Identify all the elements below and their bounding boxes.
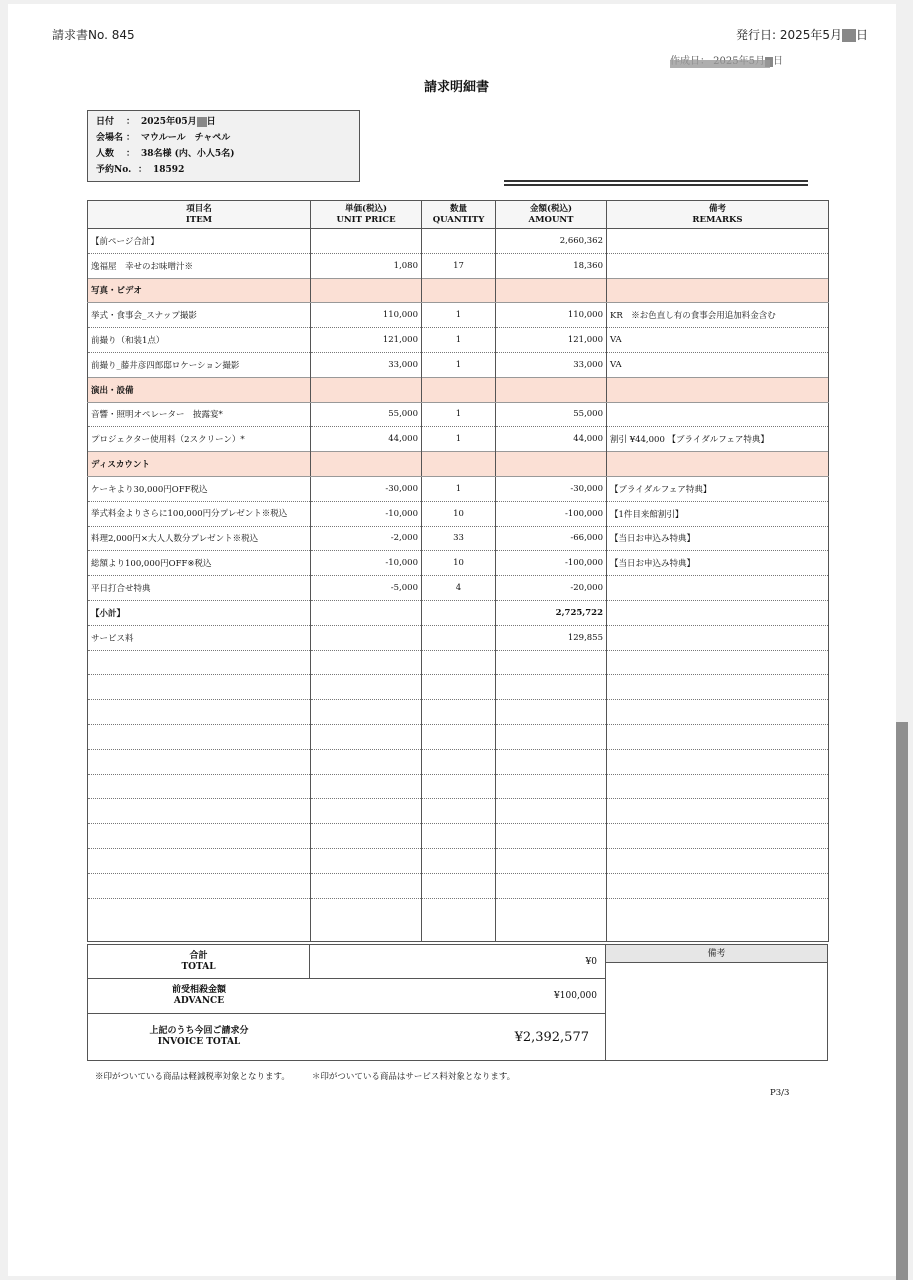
scrollbar[interactable] — [896, 722, 908, 1280]
redaction-block — [197, 117, 207, 127]
unit-price-cell — [311, 625, 422, 650]
quantity-cell: 1 — [422, 303, 496, 328]
table-row — [88, 625, 829, 650]
amount-cell: -20,000 — [496, 576, 607, 601]
empty-cell — [88, 873, 311, 898]
column-header-ja: 数量 — [449, 203, 467, 214]
double-rule — [504, 180, 808, 186]
amount-cell: 110,000 — [496, 303, 607, 328]
table-row — [88, 476, 829, 501]
amount-cell: 55,000 — [496, 402, 607, 427]
info-row — [96, 114, 351, 130]
item-cell: ディスカウント — [88, 452, 311, 477]
quantity-cell — [422, 452, 496, 477]
quantity-cell: 1 — [422, 476, 496, 501]
column-header-en: QUANTITY — [432, 214, 485, 225]
item-cell: 写真・ビデオ — [88, 278, 311, 303]
empty-cell — [422, 675, 496, 700]
table-row — [88, 576, 829, 601]
item-cell: ケーキより30,000円OFF税込 — [88, 476, 311, 501]
empty-cell — [311, 749, 422, 774]
info-suffix: 日 — [206, 117, 216, 127]
info-value: マウルール チャペル — [141, 133, 231, 143]
empty-cell — [311, 774, 422, 799]
empty-cell — [422, 650, 496, 675]
empty-cell — [422, 848, 496, 873]
amount-cell — [496, 452, 607, 477]
empty-cell — [88, 774, 311, 799]
remarks-cell: KR ※お色直し有の食事会用追加料金含む — [607, 303, 829, 328]
column-header-ja: 備考 — [708, 203, 726, 214]
amount-cell — [496, 278, 607, 303]
empty-cell — [88, 749, 311, 774]
unit-price-cell — [311, 452, 422, 477]
item-cell: プロジェクター使用料（2スクリーン）* — [88, 427, 311, 452]
remarks-cell — [607, 278, 829, 303]
item-cell: 挙式料金よりさらに100,000円分プレゼント※税込 — [88, 501, 311, 526]
empty-cell — [607, 724, 829, 749]
remarks-box — [606, 944, 828, 1061]
amount-cell: 129,855 — [496, 625, 607, 650]
empty-cell — [496, 848, 607, 873]
empty-cell — [607, 650, 829, 675]
unit-price-cell: -10,000 — [311, 551, 422, 576]
table-row — [88, 501, 829, 526]
column-header — [496, 201, 607, 229]
unit-price-cell: 110,000 — [311, 303, 422, 328]
empty-cell — [496, 774, 607, 799]
advance-value: ¥100,000 — [554, 991, 597, 1001]
empty-row — [88, 824, 829, 849]
empty-row — [88, 774, 829, 799]
items-table — [87, 200, 829, 942]
unit-price-cell: 1,080 — [311, 253, 422, 278]
amount-cell: -30,000 — [496, 476, 607, 501]
empty-cell — [311, 724, 422, 749]
item-cell: 総額より100,000円OFF※税込 — [88, 551, 311, 576]
quantity-cell — [422, 625, 496, 650]
empty-cell — [607, 675, 829, 700]
remarks-header: 備考 — [606, 945, 827, 963]
info-value: 18592 — [153, 165, 185, 175]
empty-cell — [422, 898, 496, 941]
table-row — [88, 526, 829, 551]
item-cell: 平日打合せ特典 — [88, 576, 311, 601]
empty-cell — [311, 799, 422, 824]
empty-cell — [496, 873, 607, 898]
advance-row — [87, 979, 606, 1014]
unit-price-cell: -2,000 — [311, 526, 422, 551]
quantity-cell — [422, 600, 496, 625]
table-row — [88, 303, 829, 328]
unit-price-cell: 121,000 — [311, 328, 422, 353]
item-cell: 挙式・食事会_スナップ撮影 — [88, 303, 311, 328]
info-label: 人数 — [96, 149, 115, 159]
quantity-cell: 10 — [422, 551, 496, 576]
unit-price-cell — [311, 278, 422, 303]
amount-cell: -100,000 — [496, 551, 607, 576]
table-row — [88, 229, 829, 254]
empty-cell — [496, 724, 607, 749]
empty-row — [88, 650, 829, 675]
unit-price-cell: -10,000 — [311, 501, 422, 526]
table-header-row — [88, 201, 829, 229]
quantity-cell: 33 — [422, 526, 496, 551]
table-row — [88, 427, 829, 452]
empty-cell — [496, 749, 607, 774]
section-row — [88, 278, 829, 303]
remarks-cell — [607, 625, 829, 650]
empty-cell — [496, 700, 607, 725]
amount-cell: 2,660,362 — [496, 229, 607, 254]
remarks-cell: 【ブライダルフェア特典】 — [607, 476, 829, 501]
table-row — [88, 328, 829, 353]
remarks-cell: 【当日お申込み特典】 — [607, 551, 829, 576]
empty-row — [88, 675, 829, 700]
column-header-en: UNIT PRICE — [336, 214, 396, 225]
section-row — [88, 452, 829, 477]
item-cell: 演出・設備 — [88, 377, 311, 402]
remarks-cell — [607, 229, 829, 254]
empty-row — [88, 749, 829, 774]
unit-price-cell — [311, 377, 422, 402]
column-header-en: ITEM — [185, 214, 213, 225]
info-sep: ： — [126, 149, 136, 159]
column-header — [311, 201, 422, 229]
total-label: 合計 TOTAL — [88, 945, 310, 978]
table-row — [88, 600, 829, 625]
info-row — [96, 130, 351, 146]
reservation-info — [87, 110, 360, 182]
amount-cell — [496, 377, 607, 402]
empty-cell — [88, 898, 311, 941]
empty-cell — [422, 799, 496, 824]
empty-cell — [88, 650, 311, 675]
empty-cell — [311, 898, 422, 941]
amount-cell: 121,000 — [496, 328, 607, 353]
empty-cell — [88, 799, 311, 824]
empty-cell — [311, 650, 422, 675]
empty-cell — [311, 824, 422, 849]
item-cell: 前撮り_藤井彦四郎邸ロケーション撮影 — [88, 352, 311, 377]
empty-cell — [422, 724, 496, 749]
table-row — [88, 253, 829, 278]
info-row — [96, 146, 351, 162]
empty-row — [88, 799, 829, 824]
empty-row — [88, 724, 829, 749]
invoice-total-label: 上記のうち今回ご請求分 INVOICE TOTAL — [149, 1026, 249, 1047]
empty-cell — [311, 700, 422, 725]
column-header-en: AMOUNT — [528, 214, 574, 225]
empty-row — [88, 700, 829, 725]
issue-date: 発行日: 2025年5月 日 — [736, 28, 869, 42]
empty-cell — [311, 675, 422, 700]
item-cell: 音響・照明オペレーター 披露宴* — [88, 402, 311, 427]
item-cell: 【小計】 — [88, 600, 311, 625]
table-row — [88, 551, 829, 576]
remarks-cell: VA — [607, 352, 829, 377]
empty-cell — [607, 774, 829, 799]
empty-cell — [496, 650, 607, 675]
empty-cell — [311, 848, 422, 873]
empty-cell — [422, 774, 496, 799]
empty-cell — [607, 824, 829, 849]
remarks-cell: 割引 ¥44,000 【ブライダルフェア特典】 — [607, 427, 829, 452]
quantity-cell: 1 — [422, 328, 496, 353]
info-value: 2025年05月 — [141, 117, 197, 127]
empty-cell — [496, 824, 607, 849]
quantity-cell — [422, 377, 496, 402]
column-header — [607, 201, 829, 229]
unit-price-cell: -30,000 — [311, 476, 422, 501]
info-sep: ： — [138, 165, 148, 175]
quantity-cell: 17 — [422, 253, 496, 278]
quantity-cell: 1 — [422, 402, 496, 427]
column-header-ja: 金額(税込) — [529, 203, 573, 214]
redaction-block — [842, 29, 856, 42]
invoice-number: 請求書No. 845 — [52, 28, 135, 42]
remarks-cell — [607, 452, 829, 477]
unit-price-cell — [311, 600, 422, 625]
amount-cell: 2,725,722 — [496, 600, 607, 625]
item-cell: サービス料 — [88, 625, 311, 650]
empty-cell — [607, 799, 829, 824]
column-header — [88, 201, 311, 229]
empty-cell — [88, 824, 311, 849]
empty-cell — [88, 675, 311, 700]
quantity-cell: 1 — [422, 352, 496, 377]
unit-price-cell: -5,000 — [311, 576, 422, 601]
page-title: 請求明細書 — [423, 80, 489, 95]
table-row — [88, 352, 829, 377]
quantity-cell: 4 — [422, 576, 496, 601]
redaction-bar — [670, 60, 770, 68]
remarks-cell: 【1件目来館割引】 — [607, 501, 829, 526]
quantity-cell: 10 — [422, 501, 496, 526]
empty-cell — [422, 749, 496, 774]
amount-cell: 44,000 — [496, 427, 607, 452]
empty-cell — [88, 848, 311, 873]
empty-cell — [311, 873, 422, 898]
info-label: 会場名 — [96, 133, 124, 143]
amount-cell: 33,000 — [496, 352, 607, 377]
empty-row — [88, 873, 829, 898]
item-cell: 【前ページ合計】 — [88, 229, 311, 254]
empty-cell — [607, 873, 829, 898]
column-header-ja: 項目名 — [186, 203, 212, 214]
remarks-cell — [607, 253, 829, 278]
empty-row — [88, 898, 829, 941]
item-cell: 逸福屋 幸せのお味噌汁※ — [88, 253, 311, 278]
empty-cell — [607, 749, 829, 774]
empty-cell — [607, 700, 829, 725]
amount-cell: 18,360 — [496, 253, 607, 278]
invoice-total-row — [87, 1014, 606, 1061]
amount-cell: -100,000 — [496, 501, 607, 526]
info-row — [96, 162, 351, 178]
empty-row — [88, 848, 829, 873]
empty-cell — [496, 898, 607, 941]
column-header-ja: 単価(税込) — [344, 203, 388, 214]
unit-price-cell — [311, 229, 422, 254]
footnotes — [95, 1070, 515, 1082]
quantity-cell — [422, 278, 496, 303]
remarks-cell: VA — [607, 328, 829, 353]
total-row — [87, 944, 606, 979]
unit-price-cell: 55,000 — [311, 402, 422, 427]
amount-cell: -66,000 — [496, 526, 607, 551]
quantity-cell — [422, 229, 496, 254]
empty-cell — [88, 700, 311, 725]
empty-cell — [496, 799, 607, 824]
remarks-cell — [607, 402, 829, 427]
remarks-cell — [607, 576, 829, 601]
info-sep: ： — [126, 133, 136, 143]
empty-cell — [607, 848, 829, 873]
item-cell: 料理2,000円×大人人数分プレゼント※税込 — [88, 526, 311, 551]
info-label: 予約No. — [96, 165, 132, 175]
total-value: ¥0 — [585, 956, 597, 967]
empty-cell — [496, 675, 607, 700]
unit-price-cell: 33,000 — [311, 352, 422, 377]
item-cell: 前撮り（和装1点） — [88, 328, 311, 353]
advance-label: 前受相殺金額 ADVANCE — [171, 985, 226, 1006]
empty-cell — [422, 700, 496, 725]
remarks-cell — [607, 377, 829, 402]
unit-price-cell: 44,000 — [311, 427, 422, 452]
column-header-en: REMARKS — [692, 214, 743, 225]
created-date: 日 — [670, 52, 783, 67]
footnote-reduced-tax: ※印がついている商品は軽減税率対象となります。 — [95, 1072, 290, 1082]
quantity-cell: 1 — [422, 427, 496, 452]
invoice-total-value: ¥2,392,577 — [514, 1029, 589, 1045]
empty-cell — [422, 824, 496, 849]
info-label: 日付 — [96, 117, 115, 127]
section-row — [88, 377, 829, 402]
footnote-service-charge: ＊印がついている商品はサービス料対象となります。 — [311, 1072, 516, 1082]
table-row — [88, 402, 829, 427]
empty-cell — [422, 873, 496, 898]
remarks-cell: 【当日お申込み特典】 — [607, 526, 829, 551]
empty-cell — [88, 724, 311, 749]
info-sep: ： — [126, 117, 136, 127]
info-value: 38名様 (内、小人5名) — [141, 149, 235, 159]
page-number: P3/3 — [770, 1088, 790, 1098]
column-header — [422, 201, 496, 229]
remarks-cell — [607, 600, 829, 625]
empty-cell — [607, 898, 829, 941]
